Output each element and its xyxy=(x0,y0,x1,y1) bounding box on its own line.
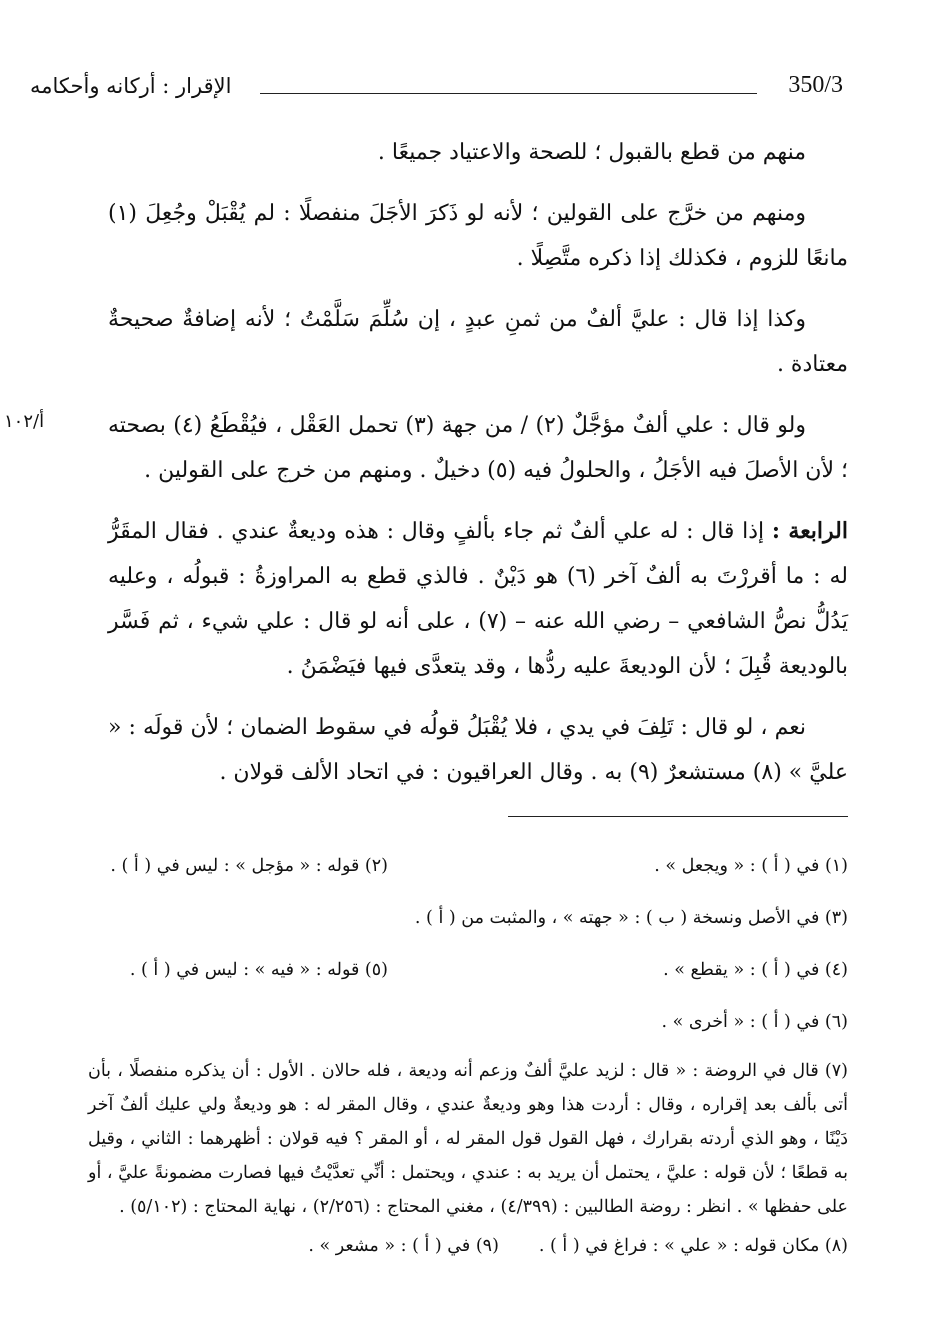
margin-note: أ/١٠٢ xyxy=(4,411,45,432)
footnote-7 xyxy=(88,1054,848,1224)
page-number: 350/3 xyxy=(788,72,843,98)
footnote-4: (٤) في ( أ ) : « يقطع » . xyxy=(663,960,848,980)
footnote-9: (٩) في ( أ ) : « مشعر » . xyxy=(308,1236,499,1256)
rabia-text: إذا قال : له علي ألفٌ ثم جاء بألفٍ وقال : هذه وديعةٌ عندي . فقال المقَرُّ له : ما أقررْتَ به ألفٌ آخر (٦) هو دَيْنٌ . فالذي قطع به المراوزةُ : قبولُه ، وعليه يَدُلُّ نصُّ الشافعي – رضي الله عنه – (٧) ، على أنه لو قال : علي شيء ، ثم فَسَّر بالوديعة قُبِلَ ؛ لأن الوديعةَ عليه ردُّها ، وقد يتعدَّى فيها فيَضْمَنُ . xyxy=(108,519,848,679)
footnote-8: (٨) مكان قوله : « علي » : فراغ في ( أ ) . xyxy=(538,1236,848,1256)
paragraph-2: ومنهم من خرَّج على القولين ؛ لأنه لو ذَكرَ الأجَلَ منفصلًا : لم يُقْبَلْ وجُعِلَ (١) مانعًا للزوم ، فكذلك إذا ذكره متَّصِلًا . xyxy=(108,201,848,271)
footnote-2: (٢) قوله : « مؤجل » : ليس في ( أ ) . xyxy=(110,856,388,876)
footnote-row xyxy=(88,944,848,996)
running-title: الإقرار : أركانه وأحكامه xyxy=(30,74,232,98)
footnote-row xyxy=(88,892,848,944)
footnote-3: (٣) في الأصل ونسخة ( ب ) : « جهته » ، والمثبت من ( أ ) . xyxy=(414,908,848,928)
footnote-row xyxy=(88,996,848,1048)
paragraph-last: نعم ، لو قال : تَلِفَ في يدي ، فلا يُقْبَلُ قولُه في سقوط الضمان ؛ لأن قولَه : « عليَّ » (٨) مستشعرٌ (٩) به . وقال العراقيون : في اتحاد الألف قولان . xyxy=(108,715,848,785)
paragraph-1: منهم من قطع بالقبول ؛ للصحة والاعتياد جميعًا . xyxy=(377,140,806,165)
paragraph-rabia xyxy=(108,509,848,689)
rabia-label: الرابعة : xyxy=(771,518,848,544)
footnote-5: (٥) قوله : « فيه » : ليس في ( أ ) . xyxy=(129,960,388,980)
page-header xyxy=(30,72,843,112)
footnote-row xyxy=(88,1236,848,1256)
footnote-1: (١) في ( أ ) : « ويجعل » . xyxy=(654,856,848,876)
footnotes xyxy=(88,840,848,1256)
footnote-row xyxy=(88,840,848,892)
paragraph-4: ولو قال : علي ألفٌ مؤجَّلٌ (٢) / من جهة (٣) تحمل العَقْل ، فيُقْطَعُ (٤) بصحته ؛ لأن الأصلَ فيه الأجَلُ ، والحلولُ فيه (٥) دخيلٌ . ومنهم من خرج على القولين . xyxy=(108,413,848,483)
footnote-rule xyxy=(508,816,848,817)
footnote-7-text: (٧) قال في الروضة : « قال : لزيد عليَّ ألفٌ وزعم أنه وديعة ، فله حالان . الأول : أن يذكره منفصلًا ، بأن أتى بألف بعد إقراره ، وقال : أردت هذا وهو وديعةٌ عندي ، وقال المقر له : هو وديعةٌ ولي عليك ألفٌ آخر دَيْنًا ، وهو الذي أردته بقرارك ، فهل القول قول المقر له ، أو المقر ؟ فيه قولان : أظهرهما : الثاني ، وقيل به قطعًا ؛ لأن قوله : عليَّ ، يحتمل أن يريد به : عندي ، ويحتمل : أنِّي تعدَّيْتُ فيها فصارت مضمونةً عليَّ ، أو على حفظها » . انظر : روضة الطالبين : (٤/٣٩٩) ، مغني المحتاج : (٢/٢٥٦) ، نهاية المحتاج : (٥/١٠٢) . xyxy=(88,1061,848,1217)
paragraph-3: وكذا إذا قال : عليَّ ألفٌ من ثمنِ عبدٍ ، إن سُلِّمَ سَلَّمْتُ ؛ لأنه إضافةٌ صحيحةٌ معتادة . xyxy=(108,307,848,377)
header-rule xyxy=(260,93,757,94)
footnote-6: (٦) في ( أ ) : « أخرى » . xyxy=(661,1012,848,1032)
main-text xyxy=(108,130,848,811)
